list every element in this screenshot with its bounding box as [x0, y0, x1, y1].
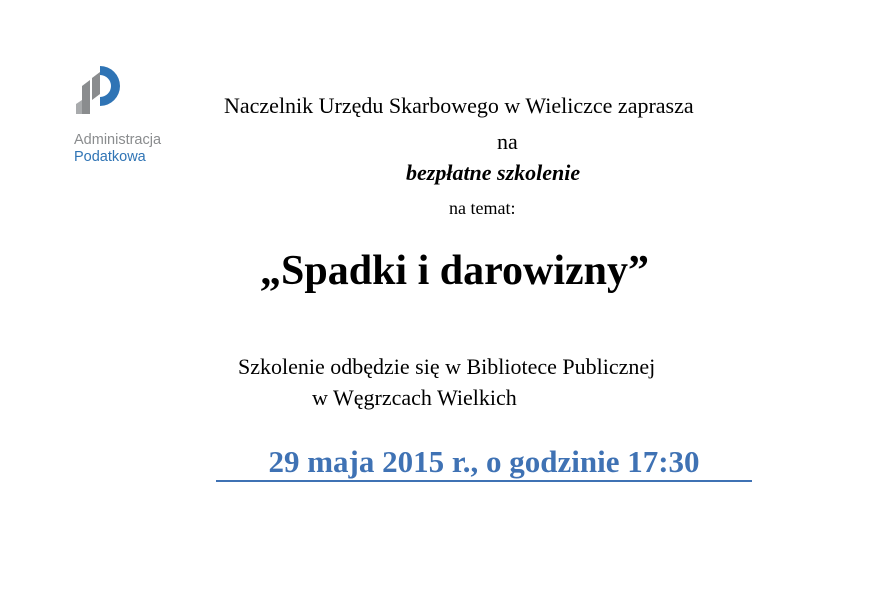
invitation-header: Naczelnik Urzędu Skarbowego w Wieliczce zaprasza: [224, 93, 694, 118]
administracja-podatkowa-logo-icon: [73, 64, 133, 126]
administracja-podatkowa-logo: [70, 64, 190, 174]
venue-line-2: w Węgrzcach Wielkich: [312, 385, 517, 410]
invitation-na: na: [497, 129, 518, 154]
topic-intro: na temat:: [449, 198, 516, 218]
training-date: 29 maja 2015 r., o godzinie 17:30: [216, 446, 752, 482]
logo-text-line1: Administracja: [74, 132, 162, 148]
venue-line-1: Szkolenie odbędzie się w Bibliotece Publicznej: [238, 354, 656, 379]
training-title: „Spadki i darowizny”: [260, 248, 650, 294]
free-training-label: bezpłatne szkolenie: [406, 160, 581, 185]
logo-text-line2: Podatkowa: [74, 149, 146, 165]
